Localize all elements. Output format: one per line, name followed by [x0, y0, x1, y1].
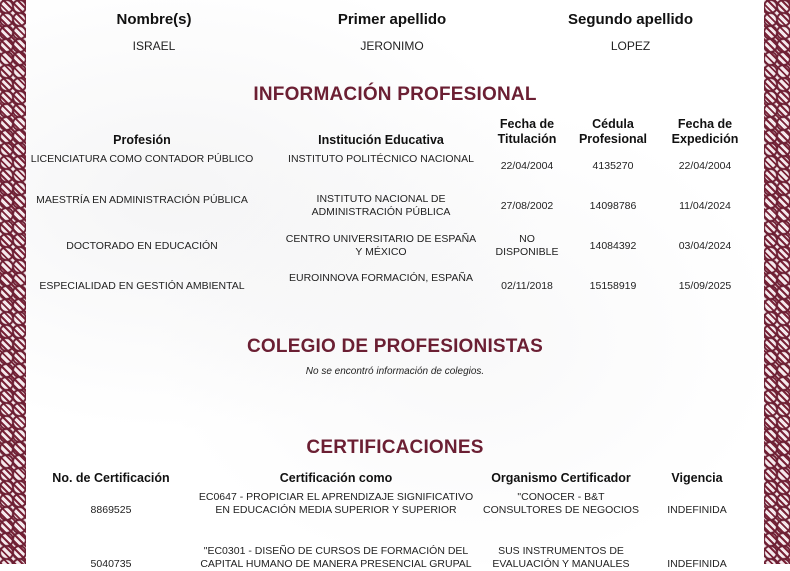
- profesion-cell: DOCTORADO EN EDUCACIÓN: [66, 240, 218, 252]
- th-institucion: Institución Educativa: [318, 133, 444, 147]
- cert-line: EN EDUCACIÓN MEDIA SUPERIOR Y SUPERIOR: [215, 504, 457, 516]
- expedicion-cell: 11/04/2024: [679, 200, 731, 212]
- institucion-line: Y MÉXICO: [355, 246, 407, 258]
- profesion-cell: MAESTRÍA EN ADMINISTRACIÓN PÚBLICA: [36, 194, 248, 206]
- primer-apellido-value: JERONIMO: [360, 39, 424, 53]
- th-organismo-certificador: Organismo Certificador: [491, 471, 631, 485]
- cedula-cell: 14084392: [589, 240, 637, 252]
- primer-apellido-label: Primer apellido: [337, 11, 447, 28]
- institucion-cell: [276, 153, 486, 166]
- cert-vigencia-cell: INDEFINIDA: [667, 558, 727, 570]
- segundo-apellido-value: LOPEZ: [610, 39, 651, 53]
- institucion-line: INSTITUTO NACIONAL DE: [316, 193, 446, 205]
- expedicion-cell: 22/04/2004: [678, 160, 732, 172]
- titulacion-cell: 22/04/2004: [500, 160, 554, 172]
- titulacion-cell: 02/11/2018: [501, 280, 553, 292]
- institucion-cell: [276, 233, 486, 259]
- document-sheet: [26, 0, 764, 570]
- cert-numero-cell: 8869525: [90, 504, 132, 516]
- colegio-profesionistas-title: COLEGIO DE PROFESIONISTAS: [246, 336, 543, 357]
- th-fecha-titulacion-line1: Fecha de: [499, 117, 555, 131]
- cert-line: "EC0301 - DISEÑO DE CURSOS DE FORMACIÓN DEL: [203, 545, 469, 557]
- th-cedula-line1: Cédula: [592, 117, 634, 131]
- th-profesion: Profesión: [113, 133, 171, 147]
- informacion-profesional-title: INFORMACIÓN PROFESIONAL: [253, 84, 537, 105]
- certificaciones-title: CERTIFICACIONES: [306, 437, 484, 458]
- cert-organismo-cell: [476, 545, 646, 571]
- th-fecha-expedicion-line1: Fecha de: [677, 117, 733, 131]
- cedula-cell: 4135270: [592, 160, 634, 172]
- org-line: "CONOCER - B&T: [517, 491, 605, 503]
- titulacion-cell: 27/08/2002: [500, 200, 554, 212]
- cert-line: EC0647 - PROPICIAR EL APRENDIZAJE SIGNIFICATIVO: [198, 491, 474, 503]
- profesion-cell: ESPECIALIDAD EN GESTIÓN AMBIENTAL: [39, 280, 245, 292]
- colegio-empty-note: No se encontró información de colegios.: [305, 366, 485, 377]
- segundo-apellido-label: Segundo apellido: [567, 11, 693, 28]
- th-fecha-expedicion-line2: Expedición: [671, 132, 739, 146]
- cert-line: CAPITAL HUMANO DE MANERA PRESENCIAL GRUPAL: [200, 558, 472, 570]
- th-certificacion-como: Certificación como: [279, 471, 393, 485]
- cedula-cell: 15158919: [589, 280, 637, 292]
- org-line: CONSULTORES DE NEGOCIOS: [483, 504, 639, 516]
- titulacion-line: DISPONIBLE: [495, 246, 559, 258]
- cedula-cell: 14098786: [589, 200, 637, 212]
- institucion-cell: [276, 193, 486, 219]
- th-fecha-expedicion: [664, 117, 746, 147]
- cert-numero-cell: 5040735: [90, 558, 132, 570]
- decorative-border-left: [0, 0, 26, 564]
- institucion-line: INSTITUTO POLITÉCNICO NACIONAL: [288, 153, 474, 165]
- nombres-label: Nombre(s): [116, 11, 192, 28]
- institucion-line: CENTRO UNIVERSITARIO DE ESPAÑA: [285, 233, 477, 245]
- org-line: SUS INSTRUMENTOS DE: [498, 545, 624, 557]
- org-line: EVALUACIÓN Y MANUALES: [492, 558, 630, 570]
- institucion-cell: [276, 272, 486, 285]
- institucion-line: EUROINNOVA FORMACIÓN, ESPAÑA: [289, 272, 473, 284]
- cert-organismo-cell: [476, 491, 646, 517]
- th-cedula: [570, 117, 656, 147]
- expedicion-cell: 15/09/2025: [678, 280, 732, 292]
- cert-certificacion-cell: [186, 491, 486, 517]
- decorative-border-right: [764, 0, 790, 564]
- cert-certificacion-cell: [186, 545, 486, 571]
- institucion-line: ADMINISTRACIÓN PÚBLICA: [311, 206, 451, 218]
- th-cedula-line2: Profesional: [578, 132, 648, 146]
- cert-vigencia-cell: INDEFINIDA: [667, 504, 727, 516]
- th-fecha-titulacion: [486, 117, 568, 147]
- profesion-cell: LICENCIATURA COMO CONTADOR PÚBLICO: [30, 153, 254, 165]
- titulacion-line: NO: [519, 233, 535, 245]
- nombres-value: ISRAEL: [132, 39, 176, 53]
- th-numero-certificacion: No. de Certificación: [52, 471, 170, 485]
- expedicion-cell: 03/04/2024: [678, 240, 732, 252]
- th-vigencia: Vigencia: [671, 471, 723, 485]
- th-fecha-titulacion-line2: Titulación: [497, 132, 557, 146]
- titulacion-cell: [486, 233, 568, 259]
